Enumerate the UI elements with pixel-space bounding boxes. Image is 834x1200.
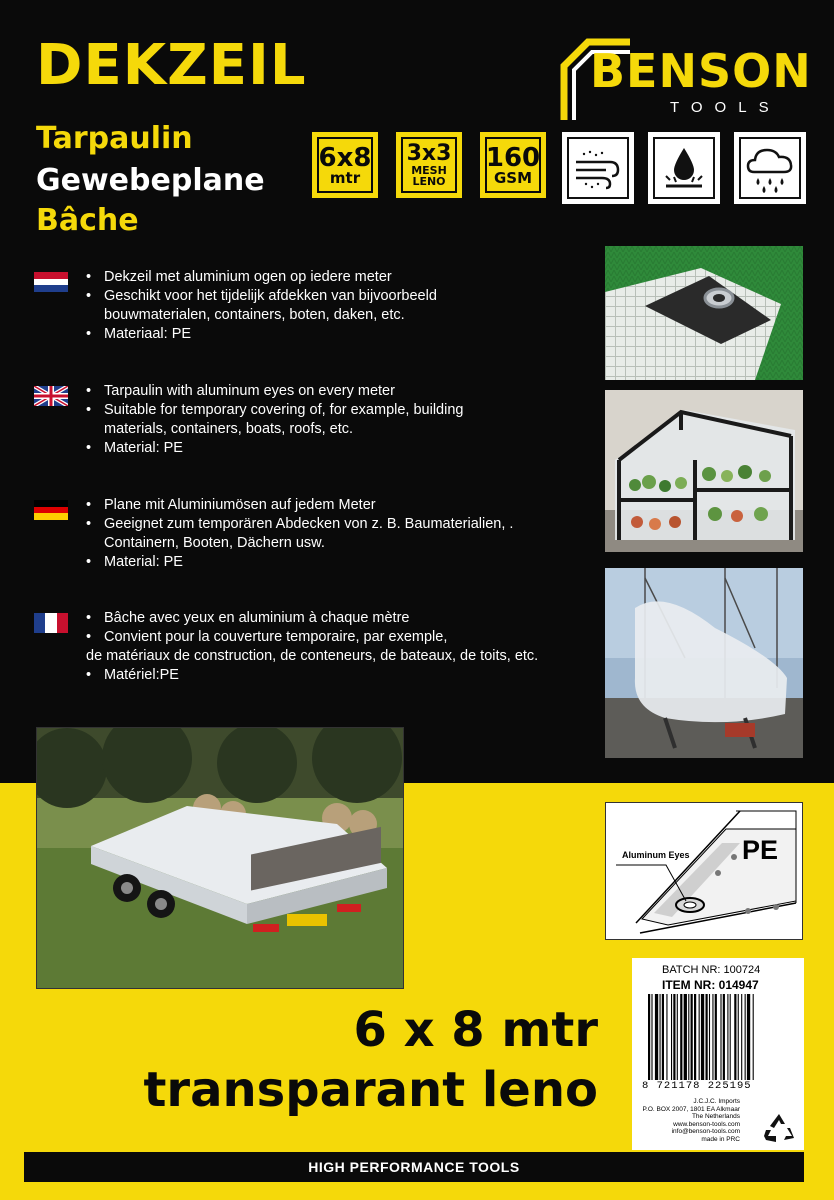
material-diagram	[605, 802, 803, 940]
mesh-badge-value: 3x3	[406, 141, 452, 166]
photo-greenhouse	[605, 390, 803, 552]
logo-sub: TOOLS	[670, 99, 781, 116]
product-size: 6 x 8 mtr	[353, 1002, 598, 1058]
barcode	[646, 994, 792, 1086]
bullet-de-2: • Geeignet zum temporären Abdecken von z. B. Baumaterialien, . Containern, Booten, Dächern usw.	[86, 516, 514, 551]
diagram-eyes-label: Aluminum Eyes	[622, 850, 690, 860]
mesh-badge	[396, 132, 462, 198]
bullet-nl-1: • Dekzeil met aluminium ogen op iedere meter	[86, 269, 392, 285]
bullet-nl-3: • Materiaal: PE	[86, 326, 192, 342]
product-variant: transparant leno	[143, 1062, 598, 1118]
subtitle-fr: Bâche	[36, 203, 139, 238]
uk-flag-icon	[34, 386, 68, 406]
barcode-label	[632, 958, 804, 1150]
subtitle-de: Gewebeplane	[36, 163, 265, 198]
barcode-digits: 8 721178 225195	[642, 1080, 752, 1092]
recycle-icon	[762, 1112, 796, 1144]
bullet-de-1: • Plane mit Aluminiumösen auf jedem Meter	[86, 497, 376, 513]
bullet-en-3: • Material: PE	[86, 440, 183, 456]
benson-logo	[560, 36, 810, 122]
gsm-badge	[480, 132, 546, 198]
bullet-fr-3: • Matériel:PE	[86, 667, 179, 683]
bullet-en-1: • Tarpaulin with aluminum eyes on every meter	[86, 383, 395, 399]
bullet-en-2: • Suitable for temporary covering of, for example, building materials, containers, boats, roofs, etc.	[86, 402, 464, 437]
logo-name: BENSON	[590, 44, 812, 98]
photo-boat-covered	[605, 568, 803, 758]
importer-address: J.C.J.C. Imports P.O. BOX 2007, 1801 EA Alkmaar The Netherlands www.benson-tools.com info@benson-tools.com made in PRC	[642, 1098, 740, 1143]
size-badge-unit: mtr	[329, 168, 361, 187]
footer-tagline: HIGH PERFORMANCE TOOLS	[24, 1152, 804, 1182]
gsm-badge-unit: GSM	[493, 168, 533, 187]
mesh-badge-line3: LENO	[412, 175, 446, 188]
bullet-fr-1: • Bâche avec yeux en aluminium à chaque mètre	[86, 610, 410, 626]
mesh-badge-line2: MESH	[411, 164, 447, 177]
product-title: DEKZEIL	[36, 33, 307, 98]
diagram-material: PE	[742, 835, 779, 865]
item-number: ITEM NR: 014947	[662, 978, 759, 992]
water-drop-icon	[648, 132, 720, 204]
nl-flag-icon	[34, 272, 68, 292]
rain-cloud-icon	[734, 132, 806, 204]
fr-flag-icon	[34, 613, 68, 633]
de-flag-icon	[34, 500, 68, 520]
photo-trailer	[36, 727, 404, 989]
size-badge-value: 6x8	[318, 142, 372, 173]
size-badge	[312, 132, 378, 198]
wind-icon	[562, 132, 634, 204]
bullet-de-3: • Material: PE	[86, 554, 183, 570]
bullet-fr-2: • Convient pour la couverture temporaire, par exemple, de matériaux de construction, de conteneurs, de bateaux, de toits, etc.	[86, 629, 539, 664]
gsm-badge-value: 160	[485, 142, 541, 173]
subtitle-en: Tarpaulin	[36, 121, 193, 156]
batch-number: BATCH NR: 100724	[662, 964, 761, 976]
bullet-nl-2: • Geschikt voor het tijdelijk afdekken van bijvoorbeeld bouwmaterialen, containers, boten, daken, etc.	[86, 288, 437, 323]
photo-eyelet-closeup	[605, 246, 803, 380]
